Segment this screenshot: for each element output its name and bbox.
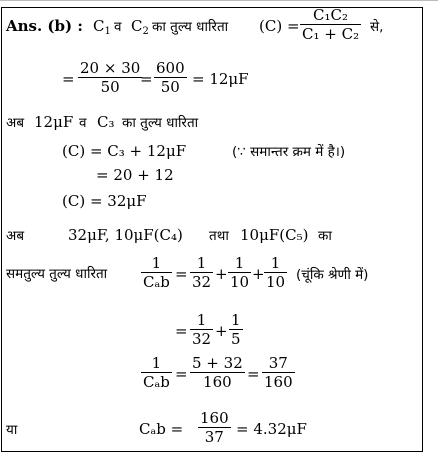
now-word: अब	[6, 228, 25, 244]
c2-letter: C	[131, 17, 143, 35]
equivalent-capacitance-phrase: का तुल्य धारिता	[152, 19, 229, 35]
result-32uf: (C) = 32μF	[62, 192, 147, 210]
fraction-160-37	[198, 409, 231, 446]
product-fraction	[78, 59, 142, 96]
fraction-1-32	[190, 311, 213, 348]
value-fraction	[154, 59, 187, 96]
fraction-1-32	[190, 254, 213, 291]
fraction-1-10	[228, 254, 251, 291]
fraction-1-10	[264, 254, 287, 291]
equals-sign: =	[62, 70, 75, 88]
equals-sign: =	[140, 70, 153, 88]
fraction-denominator: Cₐb	[143, 373, 170, 391]
fraction-numerator: 37	[268, 354, 288, 372]
and-word: व	[114, 19, 122, 35]
fraction-37-160	[190, 354, 245, 391]
answer-label: Ans. (b) :	[6, 17, 83, 35]
series-formula-fraction	[300, 6, 361, 43]
from-word: से,	[370, 19, 384, 35]
equals-sign: =	[175, 265, 188, 283]
fraction-numerator: 1	[151, 254, 162, 272]
of-word: का	[318, 228, 332, 244]
cab-lhs: Cₐb =	[139, 420, 184, 438]
now-word: अब	[6, 115, 25, 131]
fraction-numerator: 5 + 32	[192, 354, 243, 372]
fraction-denominator: 5	[231, 330, 241, 348]
parallel-note: (∵ समान्तर क्रम में है।)	[232, 144, 346, 160]
crop-edge	[0, 0, 438, 4]
c5-value: 10μF(C₅)	[240, 226, 309, 244]
value-12uf: 12μF	[34, 113, 74, 131]
parallel-equation: (C) = C₃ + 12μF	[62, 142, 187, 160]
plus-sign: +	[252, 265, 265, 283]
final-result: = 4.32μF	[236, 420, 307, 438]
fraction-denominator: 160	[264, 373, 293, 391]
equivalent-capacitance-phrase: का तुल्य धारिता	[122, 115, 199, 131]
and-word: तथा	[209, 228, 229, 244]
fraction-numerator: 160	[200, 409, 229, 427]
fraction-37-160-final	[262, 354, 295, 391]
plus-sign: +	[215, 322, 228, 340]
fraction-numerator: 1	[231, 311, 241, 329]
fraction-numerator: 600	[156, 59, 185, 77]
series-values: 32μF, 10μF(C₄)	[68, 226, 183, 244]
fraction-denominator: 37	[198, 427, 231, 446]
fraction-numerator: 1	[196, 254, 207, 272]
c2-symbol	[131, 17, 149, 41]
fraction-1-5	[229, 311, 243, 348]
fraction-denominator: 50	[78, 77, 142, 96]
fraction-numerator: 1	[151, 354, 162, 372]
or-word: या	[6, 422, 18, 438]
sum-line: = 20 + 12	[96, 166, 174, 184]
fraction-denominator: 32	[192, 330, 212, 348]
result-12uf: = 12μF	[192, 70, 249, 88]
fraction-numerator: C₁C₂	[313, 6, 349, 24]
c1-subscript: 1	[104, 26, 111, 37]
equivalent-capacitance-label: समतुल्य तुल्य धारिता	[6, 266, 108, 282]
fraction-denominator: Cₐb	[143, 273, 170, 291]
c2-subscript: 2	[142, 26, 149, 37]
equals-sign: =	[175, 365, 188, 383]
fraction-numerator: 1	[196, 311, 207, 329]
fraction-numerator: 1	[270, 254, 281, 272]
series-note: (चूंकि श्रेणी में)	[296, 267, 369, 283]
c1-letter: C	[93, 17, 105, 35]
c1-symbol	[93, 17, 111, 41]
and-word: व	[79, 115, 87, 131]
fraction-numerator: 20 × 30	[80, 59, 141, 77]
fraction-numerator: 1	[234, 254, 245, 272]
reciprocal-cab	[141, 254, 172, 291]
equals-sign: =	[175, 322, 188, 340]
plus-sign: +	[215, 265, 228, 283]
fraction-denominator: 10	[266, 273, 286, 291]
reciprocal-cab	[141, 354, 172, 391]
fraction-denominator: 32	[192, 273, 212, 291]
fraction-denominator: 50	[154, 77, 187, 96]
fraction-denominator: C₁ + C₂	[302, 25, 360, 43]
equals-sign: =	[247, 365, 260, 383]
fraction-denominator: 10	[230, 273, 250, 291]
c-lhs: (C) =	[259, 17, 300, 35]
c3-symbol: C₃	[97, 113, 115, 131]
fraction-denominator: 160	[190, 372, 245, 391]
